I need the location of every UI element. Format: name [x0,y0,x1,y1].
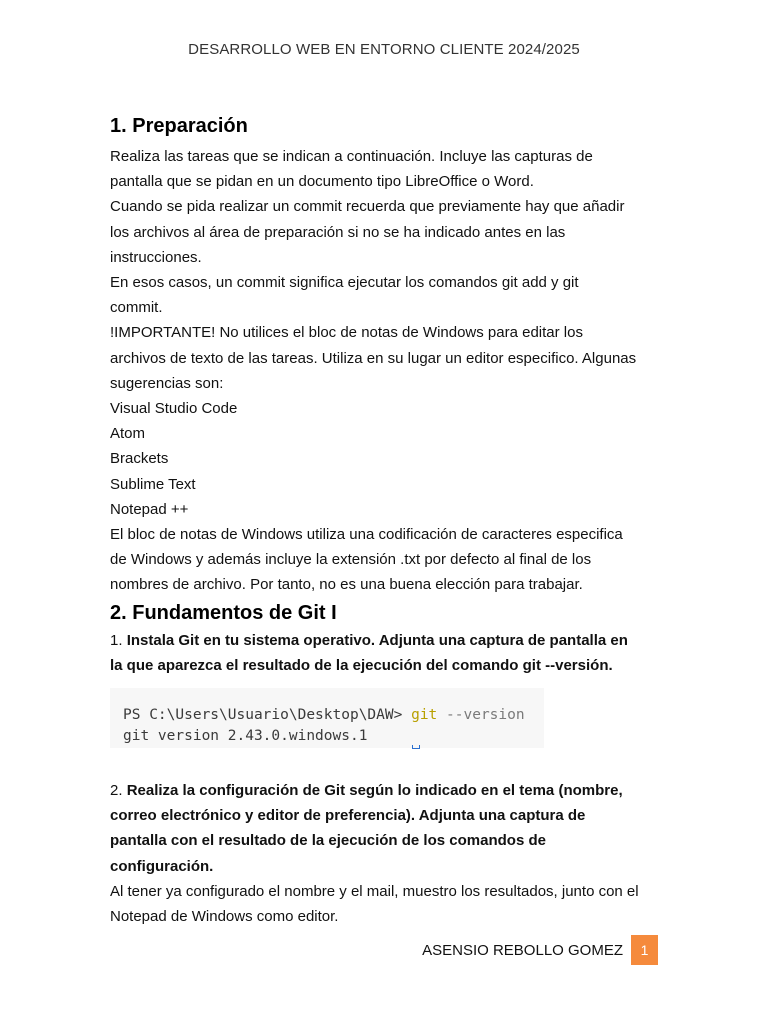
editor-list-item: Sublime Text [110,475,196,493]
task-1-line [110,653,660,678]
task-2-bold-text: pantalla con el resultado de la ejecución de los comandos de [110,832,546,850]
terminal-command: git [411,707,438,724]
section-1-line: commit. [110,299,163,317]
section-1-heading-wrap [110,108,660,143]
task-2-line [110,854,660,879]
editor-list-item: Atom [110,425,146,443]
footer-author: ASENSIO REBOLLO GOMEZ [422,941,623,959]
task-2-number: 2. [110,782,127,800]
terminal-command-line [123,705,525,726]
page-footer [422,935,658,965]
terminal-output: git version 2.43.0.windows.1 [123,728,368,745]
task-1-bold-text: Instala Git en tu sistema operativo. Adjunta una captura de pantalla en [126,631,628,649]
section-1-line: nombres de archivo. Por tanto, no es una buena elección para trabajar. [110,576,583,594]
task-1-number: 1. [110,631,127,649]
task-1 [110,628,660,678]
task-2-line [110,778,660,803]
section-1-line: Realiza las tareas que se indican a continuación. Incluye las capturas de [110,148,593,165]
document-body [110,108,660,929]
section-1-line: los archivos al área de preparación si no se ha indicado antes en las [110,223,566,241]
terminal-flag: --version [437,707,525,724]
section-1-line: pantalla que se pidan en un documento tipo LibreOffice o Word. [110,173,534,191]
page-number: 1 [640,942,649,958]
task-1-line [110,628,660,653]
editor-list-item: Notepad ++ [110,500,189,518]
terminal-prompt: PS C:\Users\Usuario\Desktop\DAW> [123,707,412,724]
editor-list-item: Brackets [110,450,169,468]
section-1-line: sugerencias son: [110,374,224,392]
task-2-line [110,803,660,828]
spacer [110,748,660,778]
task-2-bold-text: configuración. [110,857,214,875]
section-1-line: instrucciones. [110,248,202,266]
task-2-line [110,828,660,853]
section-2-heading-wrap [110,598,660,628]
page-header-title: DESARROLLO WEB EN ENTORNO CLIENTE 2024/2025 [188,41,580,58]
section-1-line: Cuando se pida realizar un commit recuerda que previamente hay que añadir [110,198,625,216]
task-2 [110,778,660,929]
section-1-line: de Windows y además incluye la extensión .txt por defecto al final de los [110,551,592,569]
editor-list-item: Visual Studio Code [110,400,238,418]
task-2-answer-line: Al tener ya configurado el nombre y el mail, muestro los resultados, junto con el [110,882,639,900]
cursor-icon [412,745,420,749]
section-1-line: El bloc de notas de Windows utiliza una codificación de caracteres especifica [110,526,623,544]
task-1-bold-text: la que aparezca el resultado de la ejecución del comando git --versión. [110,656,613,674]
task-2-answer-line: Notepad de Windows como editor. [110,908,339,926]
task-2-bold-text: Realiza la configuración de Git según lo indicado en el tema (nombre, [126,782,623,800]
terminal-screenshot [110,688,544,748]
section-1-line: !IMPORTANTE! No utilices el bloc de notas de Windows para editar los [110,324,583,342]
section-1-heading: 1. Preparación [110,114,248,137]
section-1-line: En esos casos, un commit significa ejecutar los comandos git add y git [110,274,579,292]
section-2-heading: 2. Fundamentos de Git I [110,601,337,624]
section-1-line: archivos de texto de las tareas. Utiliza en su lugar un editor especifico. Algunas [110,349,637,367]
page-number-badge [631,935,658,965]
section-1-paragraphs [110,144,660,598]
task-2-bold-text: correo electrónico y editor de preferencia). Adjunta una captura de [110,807,586,825]
